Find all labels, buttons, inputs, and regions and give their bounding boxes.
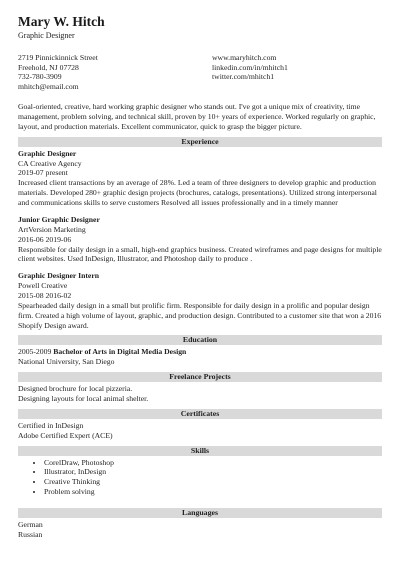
freelance-heading: Freelance Projects [18,372,382,382]
job-description: Spearheaded daily design in a small but prolific firm. Responsible for daily design in a prolific and popular design firm. Created a high volume of layout, graphic, and production design. Contributed to a customer site that won a 2016 Shopify Design award. [18,300,382,330]
education-degree: Bachelor of Arts in Digital Media Design [53,347,187,357]
email-address: mhitch@email.com [18,82,79,92]
job-entry [18,271,382,330]
education-entry [18,347,382,357]
contact-block [18,53,382,92]
candidate-name: Mary W. Hitch [18,14,105,29]
certificates-heading: Certificates [18,409,382,419]
job-company: CA Creative Agency [18,158,82,168]
job-title: Graphic Designer Intern [18,271,100,281]
job-dates: 2016-06 2019-06 [18,234,72,244]
twitter-link: twitter.com/mhitch1 [212,72,275,82]
languages-heading: Languages [18,508,382,518]
job-description: Increased client transactions by an average of 28%. Led a team of three designers to develop graphic and production materials. Developed 280+ graphic design projects (brochures, catalogs, presentations). Utilized strong interpersonal and communications skills to serve customers Resolved all issues professionally and in a timely manner [18,178,377,208]
job-title: Junior Graphic Designer [18,214,100,224]
language-item: Russian [18,529,43,539]
certificate-item: Adobe Certified Expert (ACE) [18,430,113,440]
job-company: ArtVersion Marketing [18,224,86,234]
city-state-zip: Freehold, NJ 07728 [18,62,79,72]
street-address: 2719 Pinnickinnick Street [18,52,98,62]
job-title: Graphic Designer [18,148,77,158]
skill-item: • Problem solving [44,487,382,497]
skill-item: • Creative Thinking [44,477,382,487]
language-item: German [18,519,43,529]
job-entry [18,215,382,264]
job-entry [18,149,382,208]
website-link: www.maryhitch.com [212,52,277,62]
job-dates: 2015-08 2016-02 [18,290,72,300]
job-dates: 2019-07 present [18,168,68,178]
linkedin-link: linkedin.com/in/mhitch1 [212,62,288,72]
education-heading: Education [18,335,382,345]
phone-number: 732-780-3909 [18,72,62,82]
skills-heading: Skills [18,446,382,456]
freelance-item: Designing layouts for local animal shelter. [18,393,149,403]
contact-links [212,53,382,92]
certificate-item: Certified in InDesign [18,420,84,430]
skills-list [18,458,382,497]
freelance-item: Designed brochure for local pizzeria. [18,384,133,394]
job-company: Powell Creative [18,281,68,291]
skill-item: • CorelDraw, Photoshop [44,458,382,468]
experience-heading: Experience [18,137,382,147]
education-dates: 2005-2009 [18,347,52,357]
contact-address [18,53,212,92]
summary-paragraph: Goal-oriented, creative, hard working graphic designer who stands out. I've got a unique mix of creativity, time management, problem solving, and technical skill, proven by 10+ years of experience. Worked regularly on graphic, layout, and production materials. Excellent communicator, quick to grasp the bigger picture. [18,102,376,131]
candidate-title: Graphic Designer [18,30,75,40]
skill-item: • Illustrator, InDesign [44,467,382,477]
job-description: Responsible for daily design in a small, high-end graphics business. Created wireframes and page designs for multiple client websites. Used InDesign, Illustrator, and Photoshop daily to produce . [18,244,382,264]
education-school: National University, San Diego [18,357,115,367]
